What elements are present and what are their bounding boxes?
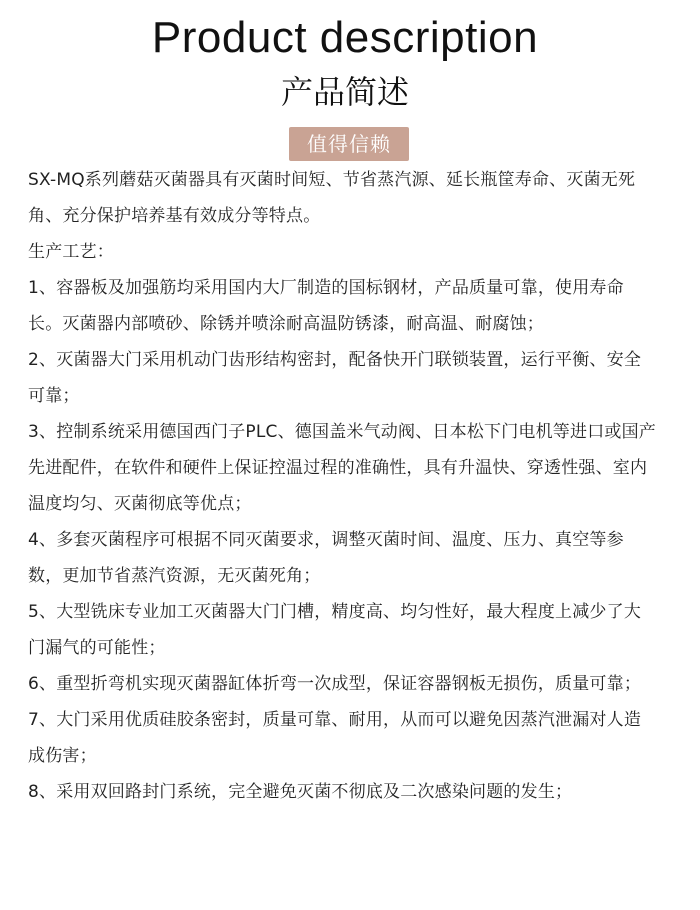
process-item-7: 7、大门采用优质硅胶条密封，质量可靠、耐用，从而可以避免因蒸汽泄漏对人造成伤害； [28,710,642,766]
process-item-3: 3、控制系统采用德国西门子PLC、德国盖米气动阀、日本松下门电机等进口或国产先进配件，在软件和硬件上保证控温过程的准确性，具有升温快、穿透性强、室内温度均匀、灭菌彻底等优点； [28,422,657,514]
trust-badge [289,127,409,161]
process-item-5: 5、大型铣床专业加工灭菌器大门门槽，精度高、均匀性好，最大程度上减少了大门漏气的可能性； [28,602,642,658]
description-body [28,162,656,810]
process-heading: 生产工艺： [28,242,114,262]
page-title-chinese: 产品简述 [280,73,409,111]
process-item-8: 8、采用双回路封门系统，完全避免灭菌不彻底及二次感染问题的发生； [28,782,573,802]
process-item-1: 1、容器板及加强筋均采用国内大厂制造的国标钢材，产品质量可靠，使用寿命长。灭菌器内部喷砂、除锈并喷涂耐高温防锈漆，耐高温、耐腐蚀； [28,278,624,334]
intro-paragraph: SX-MQ系列蘑菇灭菌器具有灭菌时间短、节省蒸汽源、延长瓶筐寿命、灭菌无死角、充分保护培养基有效成分等特点。 [28,170,636,226]
process-item-4: 4、多套灭菌程序可根据不同灭菌要求，调整灭菌时间、温度、压力、真空等参数，更加节省蒸汽资源，无灭菌死角； [28,530,624,586]
process-item-6: 6、重型折弯机实现灭菌器缸体折弯一次成型，保证容器钢板无损伤，质量可靠； [28,674,642,694]
trust-badge-label: 值得信赖 [307,132,391,156]
page-title-english: Product description [151,13,539,62]
process-item-2: 2、灭菌器大门采用机动门齿形结构密封，配备快开门联锁装置，运行平衡、安全可靠； [28,350,642,406]
